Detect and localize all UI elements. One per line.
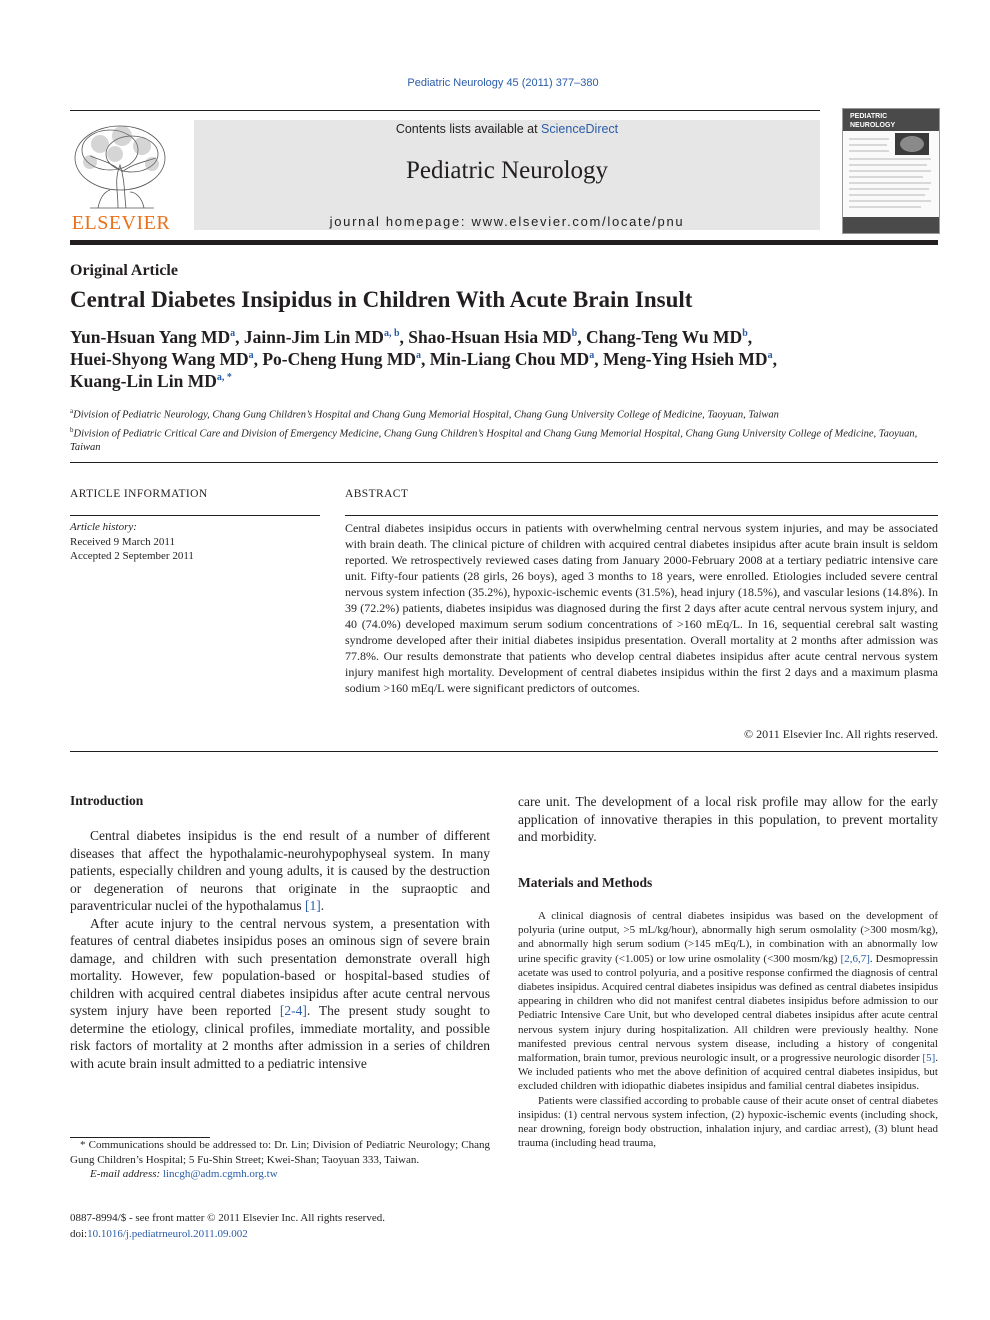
reference-link[interactable]: [2-4] [279, 1003, 307, 1018]
sciencedirect-link[interactable]: ScienceDirect [541, 122, 619, 136]
email-link[interactable]: lincgh@adm.cgmh.org.tw [162, 1168, 278, 1180]
author-name: Shao-Hsuan Hsia MD [408, 327, 572, 347]
journal-cover-icon [843, 109, 939, 233]
divider [345, 515, 938, 516]
affiliations [70, 404, 940, 455]
contents-line [194, 122, 820, 136]
introduction-body [70, 827, 490, 1072]
elsevier-tree-icon [70, 120, 172, 232]
author-affiliation-link[interactable]: a [230, 328, 236, 340]
introduction-continued: care unit. The development of a local risk profile may allow for the early application of innovative therapies in this population, to prevent mortality and morbidity. [518, 794, 938, 844]
article-history [70, 520, 194, 564]
paragraph: Patients were classified according to probable cause of their acute onset of central diabetes insipidus: (1) central nervous system infection, (2) hypoxic-ischemic events (including shock, near drowning, foreign body obstruction, inhalation injury, and cardiac arrest), (3) blunt head trauma (including head trauma, [518, 1094, 938, 1150]
journal-name: Pediatric Neurology [405, 157, 609, 184]
accepted-date: Accepted 2 September 2011 [70, 550, 194, 562]
introduction-heading: Introduction [70, 793, 144, 808]
author-name: Chang-Teng Wu MD [585, 327, 743, 347]
copyright: © 2011 Elsevier Inc. All rights reserved. [744, 727, 938, 741]
author-name: Po-Cheng Hung MD [262, 349, 416, 369]
article-type: Original Article [70, 262, 178, 279]
journal-homepage[interactable]: journal homepage: www.elsevier.com/locate/pnu [329, 214, 685, 229]
article-title: Central Diabetes Insipidus in Children With Acute Brain Insult [70, 287, 693, 312]
reference-link[interactable]: [1] [305, 898, 321, 913]
author-affiliation-link[interactable]: a [415, 350, 421, 362]
issn-block [70, 1211, 510, 1242]
author-affiliation-link[interactable]: a [589, 350, 595, 362]
author-name: Huei-Shyong Wang MD [70, 349, 249, 369]
divider [70, 462, 938, 463]
header-bottom-rule [70, 240, 938, 245]
author-affiliation-link[interactable]: a [248, 350, 254, 362]
author-affiliation-link[interactable]: b [571, 328, 578, 340]
elsevier-logo [70, 120, 172, 232]
author-name: Meng-Ying Hsieh MD [602, 349, 768, 369]
history-label: Article history: [70, 521, 137, 533]
author-name: Jainn-Jim Lin MD [243, 327, 384, 347]
abstract-heading: ABSTRACT [345, 488, 409, 500]
author-line-2: Huei-Shyong Wang $MD^a$, Po-Cheng Hung $MD^a$, Min-Liang Chou $MD^a$, Meng-Ying Hsieh $MD^a$, [70, 349, 777, 369]
svg-text:PEDIATRIC: PEDIATRIC [850, 113, 888, 120]
affiliation-b: $^b$Division of Pediatric Critical Care and Division of Emergency Medicine, Chang Gung Children’s Hospital and Chang Gung Memorial Hospital, Chang Gung University College of Medicine, Taoyuan, Taiwan [70, 425, 918, 453]
doi-line: doi:10.1016/j.pediatrneurol.2011.09.002 [70, 1227, 248, 1240]
divider [70, 751, 938, 752]
correspondence-footnote [70, 1138, 490, 1182]
divider [70, 515, 320, 516]
paragraph: Central diabetes insipidus is the end result of a number of different diseases that affect the hypothalamic-neurohypophyseal system. In many patients, especially children and young adults, it is caused by the destruction or degeneration of neurons that originate in the supraoptic and paraventricular nuclei of the hypothalamus [1]. [70, 828, 490, 913]
author-line-1: Yun-Hsuan Yang $MD^a$, Jainn-Jim Lin MD$^{a, b}$, Shao-Hsuan Hsia $MD^b$, Chang-Teng Wu $MD^b$, [70, 327, 753, 347]
author-affiliation-link[interactable]: a, b [383, 328, 400, 340]
header-top-rule [70, 110, 820, 111]
paragraph: A clinical diagnosis of central diabetes insipidus was based on the development of polyuria (urine output, >5 mL/kg/hour), abnormally high serum osmolality (>300 mosm/kg), and abnormally high serum sodium (>145 mEq/L), in combination with an abnormally low urine specific gravity (<1.005) or low urine osmolality (<300 mosm/kg) [2,6,7]. Desmopressin acetate was used to control polyuria, and a positive response confirmed the diagnosis of central diabetes insipidus. Acquired central diabetes insipidus was defined as central diabetes insipidus appearing in children who did not manifest central diabetes insipidus before admission to our Pediatric Intensive Care Unit, but who developed central diabetes insipidus after acute central nervous system injury during hospitalization. All children were previously healthy. None manifested previous central nervous system disease, including a history of congenital malformation, brain tumor, previous neurologic insult, or a progressive neurologic disorder [5]. We included patients who met the above definition of acquired central diabetes insipidus, but excluded children with idiopathic diabetes insipidus and familial central diabetes insipidus. [518, 910, 938, 1093]
elsevier-wordmark: ELSEVIER [71, 212, 171, 232]
article-info-heading: ARTICLE INFORMATION [70, 488, 208, 500]
svg-text:NEUROLOGY: NEUROLOGY [850, 122, 896, 129]
author-name: Min-Liang Chou MD [429, 349, 590, 369]
received-date: Received 9 March 2011 [70, 535, 175, 548]
contents-prefix: Contents lists available at [395, 122, 542, 136]
author-name: Kuang-Lin Lin MD [70, 371, 217, 391]
footnote-email: E-mail address: lincgh@adm.cgmh.org.tw [90, 1168, 278, 1180]
affiliation-a: $^a$Division of Pediatric Neurology, Chang Gung Children’s Hospital and Chang Gung Memorial Hospital, Chang Gung University College of Medicine, Taoyuan, Taiwan [70, 407, 779, 421]
author-affiliation-link[interactable]: a, * [216, 372, 232, 384]
issn-line: 0887-8994/$ - see front matter © 2011 Elsevier Inc. All rights reserved. [70, 1212, 385, 1224]
reference-link[interactable]: [2,6,7] [840, 952, 870, 965]
methods-body [518, 909, 938, 1150]
author-line-3 [70, 371, 232, 392]
journal-cover-thumbnail[interactable] [842, 108, 940, 234]
footnote-text: * Communications should be addressed to: Dr. Lin; Division of Pediatric Neurology; Chang Gung Children’s Hospital; 5 Fu-Shin Street; Kwei-Shan; Taoyuan 333, Taiwan. [70, 1139, 490, 1166]
author-name: Yun-Hsuan Yang MD [70, 327, 231, 347]
reference-link[interactable]: [5] [922, 1052, 936, 1065]
doi-link[interactable]: 10.1016/j.pediatrneurol.2011.09.002 [87, 1227, 248, 1240]
author-affiliation-link[interactable]: b [742, 328, 748, 340]
journal-citation[interactable]: Pediatric Neurology 45 (2011) 377–380 [407, 77, 599, 89]
author-affiliation-link[interactable]: a [767, 350, 773, 362]
paragraph: After acute injury to the central nervous system, a presentation with features of central diabetes insipidus poses an ominous sign of severe brain damage, and children with such presentation demonstrate overall high mortality. However, few population-based or hospital-based studies of children with acquired central diabetes insipidus after acute central nervous system injury have been reported [2-4]. The present study sought to determine the etiology, clinical profiles, immediate mortality, and possible risk factors of mortality at 2 months after admission in a series of children with acute brain insult admitted to a pediatric intensive [70, 915, 490, 1071]
methods-heading: Materials and Methods [518, 875, 653, 890]
abstract-text: Central diabetes insipidus occurs in patients with overwhelming central nervous system injuries, and may be associated with brain death. The clinical picture of children with acquired central diabetes insipidus after acute brain insult is seldom reported. We retrospectively reviewed cases dating from January 2000-February 2008 at a tertiary pediatric intensive care unit. Fifty-four patients (28 girls, 26 boys), aged 3 months to 18 years, were enrolled. Etiologies included severe central nervous system infection (35.2%), hypoxic-ischemic events (31.5%), head injury (18.5%), and vascular lesions (14.8%). In 39 (72.2%) patients, diabetes insipidus was diagnosed during the first 2 days after acute central nervous system injury, and 40 (74.0%) developed maximum serum sodium concentrations of >160 mEq/L. In 16, sequential cerebral salt wasting syndrome developed after their initial diabetes insipidus presentation. Overall mortality at 2 months after admission was 77.8%. Our results demonstrate that patients who develop central diabetes insipidus after acute central nervous system injury manifest high mortality. Development of central diabetes insipidus within the first 2 days and a maximum plasma sodium >160 mEq/L were significant predictors of outcomes. [345, 521, 938, 695]
